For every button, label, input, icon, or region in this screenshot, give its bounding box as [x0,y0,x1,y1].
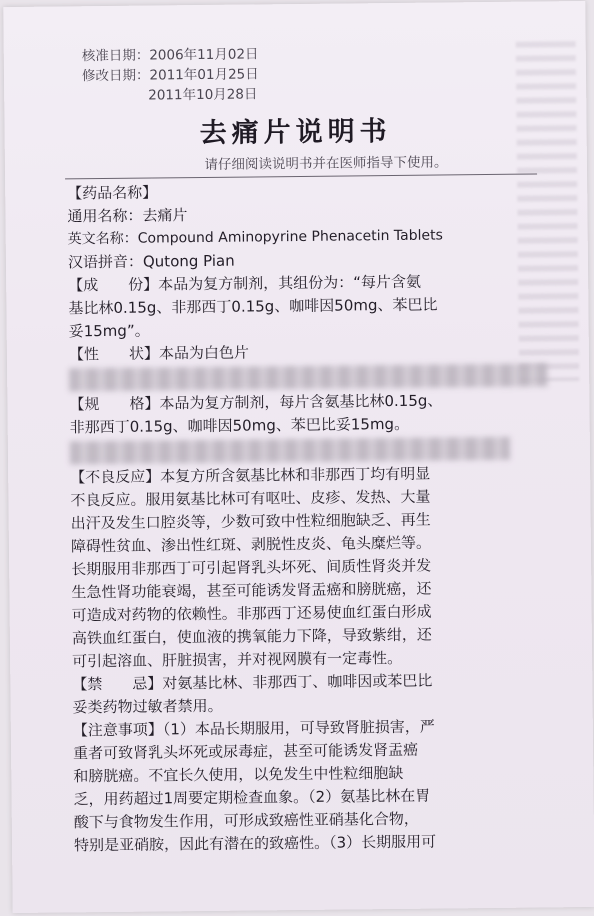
contraindication-line: 【禁 忌】对氨基比林、非那西丁、咖啡因或苯巴比 [72,671,433,694]
specification-line: 非那西丁0.15g、咖啡因50mg、苯巴比妥15mg。 [69,414,410,437]
precaution-line: 特别是亚硝胺，因此有潜在的致癌性。（3）长期服用可 [73,832,437,855]
revision-date: 修改日期：2011年01月25日 [81,66,259,85]
composition-line: 妥15mg”。 [68,321,150,341]
adverse-reaction-line: 【不良反应】本复方所含氨基比林和非那西丁均有明显 [70,464,431,487]
english-name: 英文名称：Compound Aminopyrine Phenacetin Tablets [67,227,443,248]
composition-line: 【成 份】本品为复方制剂，其组份为：“每片含氨 [68,272,422,295]
leaflet-page [3,1,594,913]
adverse-reaction-line: 障碍性贫血、渗出性红斑、剥脱性皮炎、龟头糜烂等。 [70,533,432,556]
precaution-line: 酸下与食物发生作用，可形成致癌性亚硝基化合物， [73,809,419,832]
adverse-reaction-line: 可引起溶血、肝脏损害，并对视网膜有一定毒性。 [72,648,403,671]
composition-line: 基比林0.15g、非那西丁0.15g、咖啡因50mg、苯巴比 [68,295,438,318]
adverse-reaction-line: 可造成对药物的依赖性。非那西丁还易使血红蛋白形成 [71,602,432,625]
precaution-line: 重者可致肾乳头坏死或尿毒症，甚至可能诱发肾盂癌 [72,740,419,763]
document-title: 去痛片说明书 [199,116,392,150]
description-line: 【性 状】本品为白色片 [68,343,250,364]
adverse-reaction-line: 高铁血红蛋白，使血液的携氧能力下降，导致紫绀，还 [71,625,432,648]
document-subtitle: 请仔细阅读说明书并在医师指导下使用。 [204,154,448,173]
adverse-reaction-line: 长期服用非那西丁可引起肾乳头坏死、间质性肾炎并发 [71,556,432,579]
contraindication-line: 妥类药物过敏者禁用。 [72,696,223,717]
pinyin-name: 汉语拼音：Qutong Pian [67,251,235,272]
adverse-reaction-line: 生急性肾功能衰竭，甚至可能诱发肾盂癌和膀胱癌，还 [71,579,432,602]
precaution-line: 【注意事项】（1）本品长期服用，可导致肾脏损害，严 [72,717,435,740]
leaflet-body [67,177,552,857]
date-block [82,44,259,106]
precaution-line: 和膀胱癌。不宜长久使用，以免发生中性粒细胞缺 [73,763,404,786]
section-heading-name: 【药品名称】 [67,183,158,203]
approval-date: 核准日期：2006年11月02日 [81,46,259,65]
adverse-reaction-line: 不良反应。服用氨基比林可有呕吐、皮疹、发热、大量 [70,487,431,510]
revision-date-2: 2011年10月28日 [148,86,258,104]
generic-name: 通用名称：去痛片 [67,206,188,226]
specification-line: 【规 格】本品为复方制剂，每片含氨基比林0.15g、 [69,391,443,414]
adverse-reaction-line: 出汗及发生口腔炎等，少数可致中性粒细胞缺乏、再生 [70,510,431,533]
blurred-text [70,437,510,465]
precaution-line: 乏，用药超过1周要定期检查血象。（2）氨基比林在胃 [73,786,431,809]
blurred-text [69,363,547,391]
